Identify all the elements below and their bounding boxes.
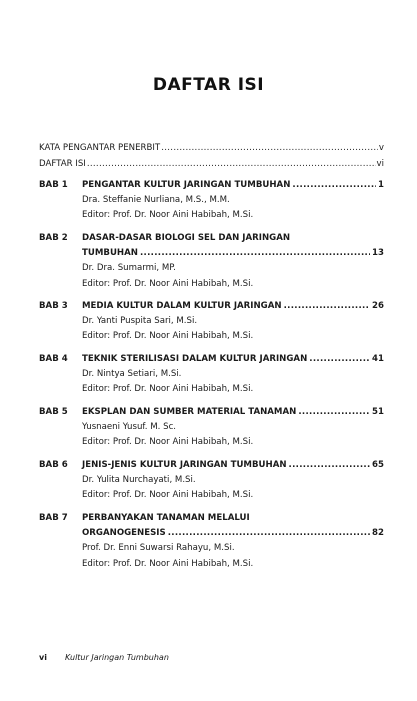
chapter-page: 26: [372, 301, 384, 311]
dot-leader: [87, 159, 376, 169]
toc-entry-page: v: [378, 143, 384, 153]
chapter-title: DASAR-DASAR BIOLOGI SEL DAN JARINGAN: [82, 233, 291, 243]
page-title: DAFTAR ISI: [152, 75, 265, 95]
chapter-author: Dr. Nintya Setiari, M.Si.: [82, 369, 182, 380]
chapter-title-line[interactable]: [82, 407, 384, 422]
chapter-page: 41: [372, 354, 384, 364]
footer-book-title: Kultur Jaringan Tumbuhan: [64, 653, 169, 662]
chapter-title-continued: ORGANOGENESIS: [82, 528, 166, 539]
toc-entry-label: DAFTAR ISI: [39, 159, 86, 169]
dot-leader: [292, 180, 376, 190]
chapter-number: BAB 4: [39, 354, 68, 364]
chapter-title-line[interactable]: [82, 233, 384, 248]
chapter-page: 82: [372, 528, 384, 539]
chapter-editor: Editor: Prof. Dr. Noor Aini Habibah, M.Si.: [82, 490, 254, 501]
chapter-editor: Editor: Prof. Dr. Noor Aini Habibah, M.Si.: [82, 384, 254, 395]
dot-leader: [140, 248, 370, 258]
chapter-editor: Editor: Prof. Dr. Noor Aini Habibah, M.Si.: [82, 278, 254, 289]
chapter-title-line[interactable]: [82, 301, 384, 316]
chapter-title-line[interactable]: [82, 248, 384, 263]
chapter-author: Dr. Yulita Nurchayati, M.Si.: [82, 475, 196, 486]
chapter-title-line[interactable]: [82, 180, 384, 195]
chapter-title-line[interactable]: [82, 528, 384, 543]
chapter-page: 51: [372, 407, 384, 417]
dot-leader: [161, 143, 378, 153]
dot-leader: [289, 460, 370, 470]
page-footer: [39, 653, 169, 662]
chapter-author: Dr. Dra. Sumarmi, MP.: [82, 263, 176, 274]
chapter-title-continued: TUMBUHAN: [82, 248, 138, 259]
chapter-page: 1: [378, 180, 384, 190]
chapter-author: Yusnaeni Yusuf. M. Sc.: [82, 422, 177, 433]
chapter-author: Dra. Steffanie Nurliana, M.S., M.M.: [82, 195, 230, 206]
dot-leader: [168, 528, 370, 538]
toc-entry-page: vi: [376, 159, 384, 169]
chapter-title-line[interactable]: [82, 354, 384, 369]
chapter-title: EKSPLAN DAN SUMBER MATERIAL TANAMAN: [82, 407, 297, 417]
toc-entry-daftar-isi[interactable]: [39, 159, 384, 169]
chapter-number: BAB 5: [39, 407, 68, 417]
chapter-number: BAB 3: [39, 301, 68, 311]
chapter-title: PENGANTAR KULTUR JARINGAN TUMBUHAN: [82, 180, 291, 190]
chapter-title: TEKNIK STERILISASI DALAM KULTUR JARINGAN: [82, 354, 308, 364]
toc-entry-label: KATA PENGANTAR PENERBIT: [39, 143, 161, 153]
chapter-title: MEDIA KULTUR DALAM KULTUR JARINGAN: [82, 301, 282, 311]
dot-leader: [298, 407, 370, 417]
chapter-number: BAB 1: [39, 180, 68, 190]
chapter-number: BAB 2: [39, 233, 68, 243]
dot-leader: [309, 354, 370, 364]
footer-page-number: vi: [39, 653, 47, 662]
chapter-page: 65: [372, 460, 384, 470]
chapter-editor: Editor: Prof. Dr. Noor Aini Habibah, M.Si.: [82, 558, 254, 569]
chapter-title: JENIS-JENIS KULTUR JARINGAN TUMBUHAN: [82, 460, 287, 470]
chapter-page: 13: [372, 248, 384, 259]
chapter-author: Prof. Dr. Enni Suwarsi Rahayu, M.Si.: [82, 543, 235, 554]
chapter-editor: Editor: Prof. Dr. Noor Aini Habibah, M.Si.: [82, 210, 254, 221]
chapter-title: PERBANYAKAN TANAMAN MELALUI: [82, 513, 250, 523]
chapter-number: BAB 7: [39, 513, 68, 523]
chapter-editor: Editor: Prof. Dr. Noor Aini Habibah, M.Si.: [82, 331, 254, 342]
chapter-author: Dr. Yanti Puspita Sari, M.Si.: [82, 316, 198, 327]
chapter-number: BAB 6: [39, 460, 68, 470]
chapter-editor: Editor: Prof. Dr. Noor Aini Habibah, M.Si.: [82, 437, 254, 448]
dot-leader: [284, 301, 370, 311]
chapter-title-line[interactable]: [82, 460, 384, 475]
toc-entry-kata-pengantar[interactable]: [39, 143, 384, 153]
chapter-title-line[interactable]: [82, 513, 384, 528]
